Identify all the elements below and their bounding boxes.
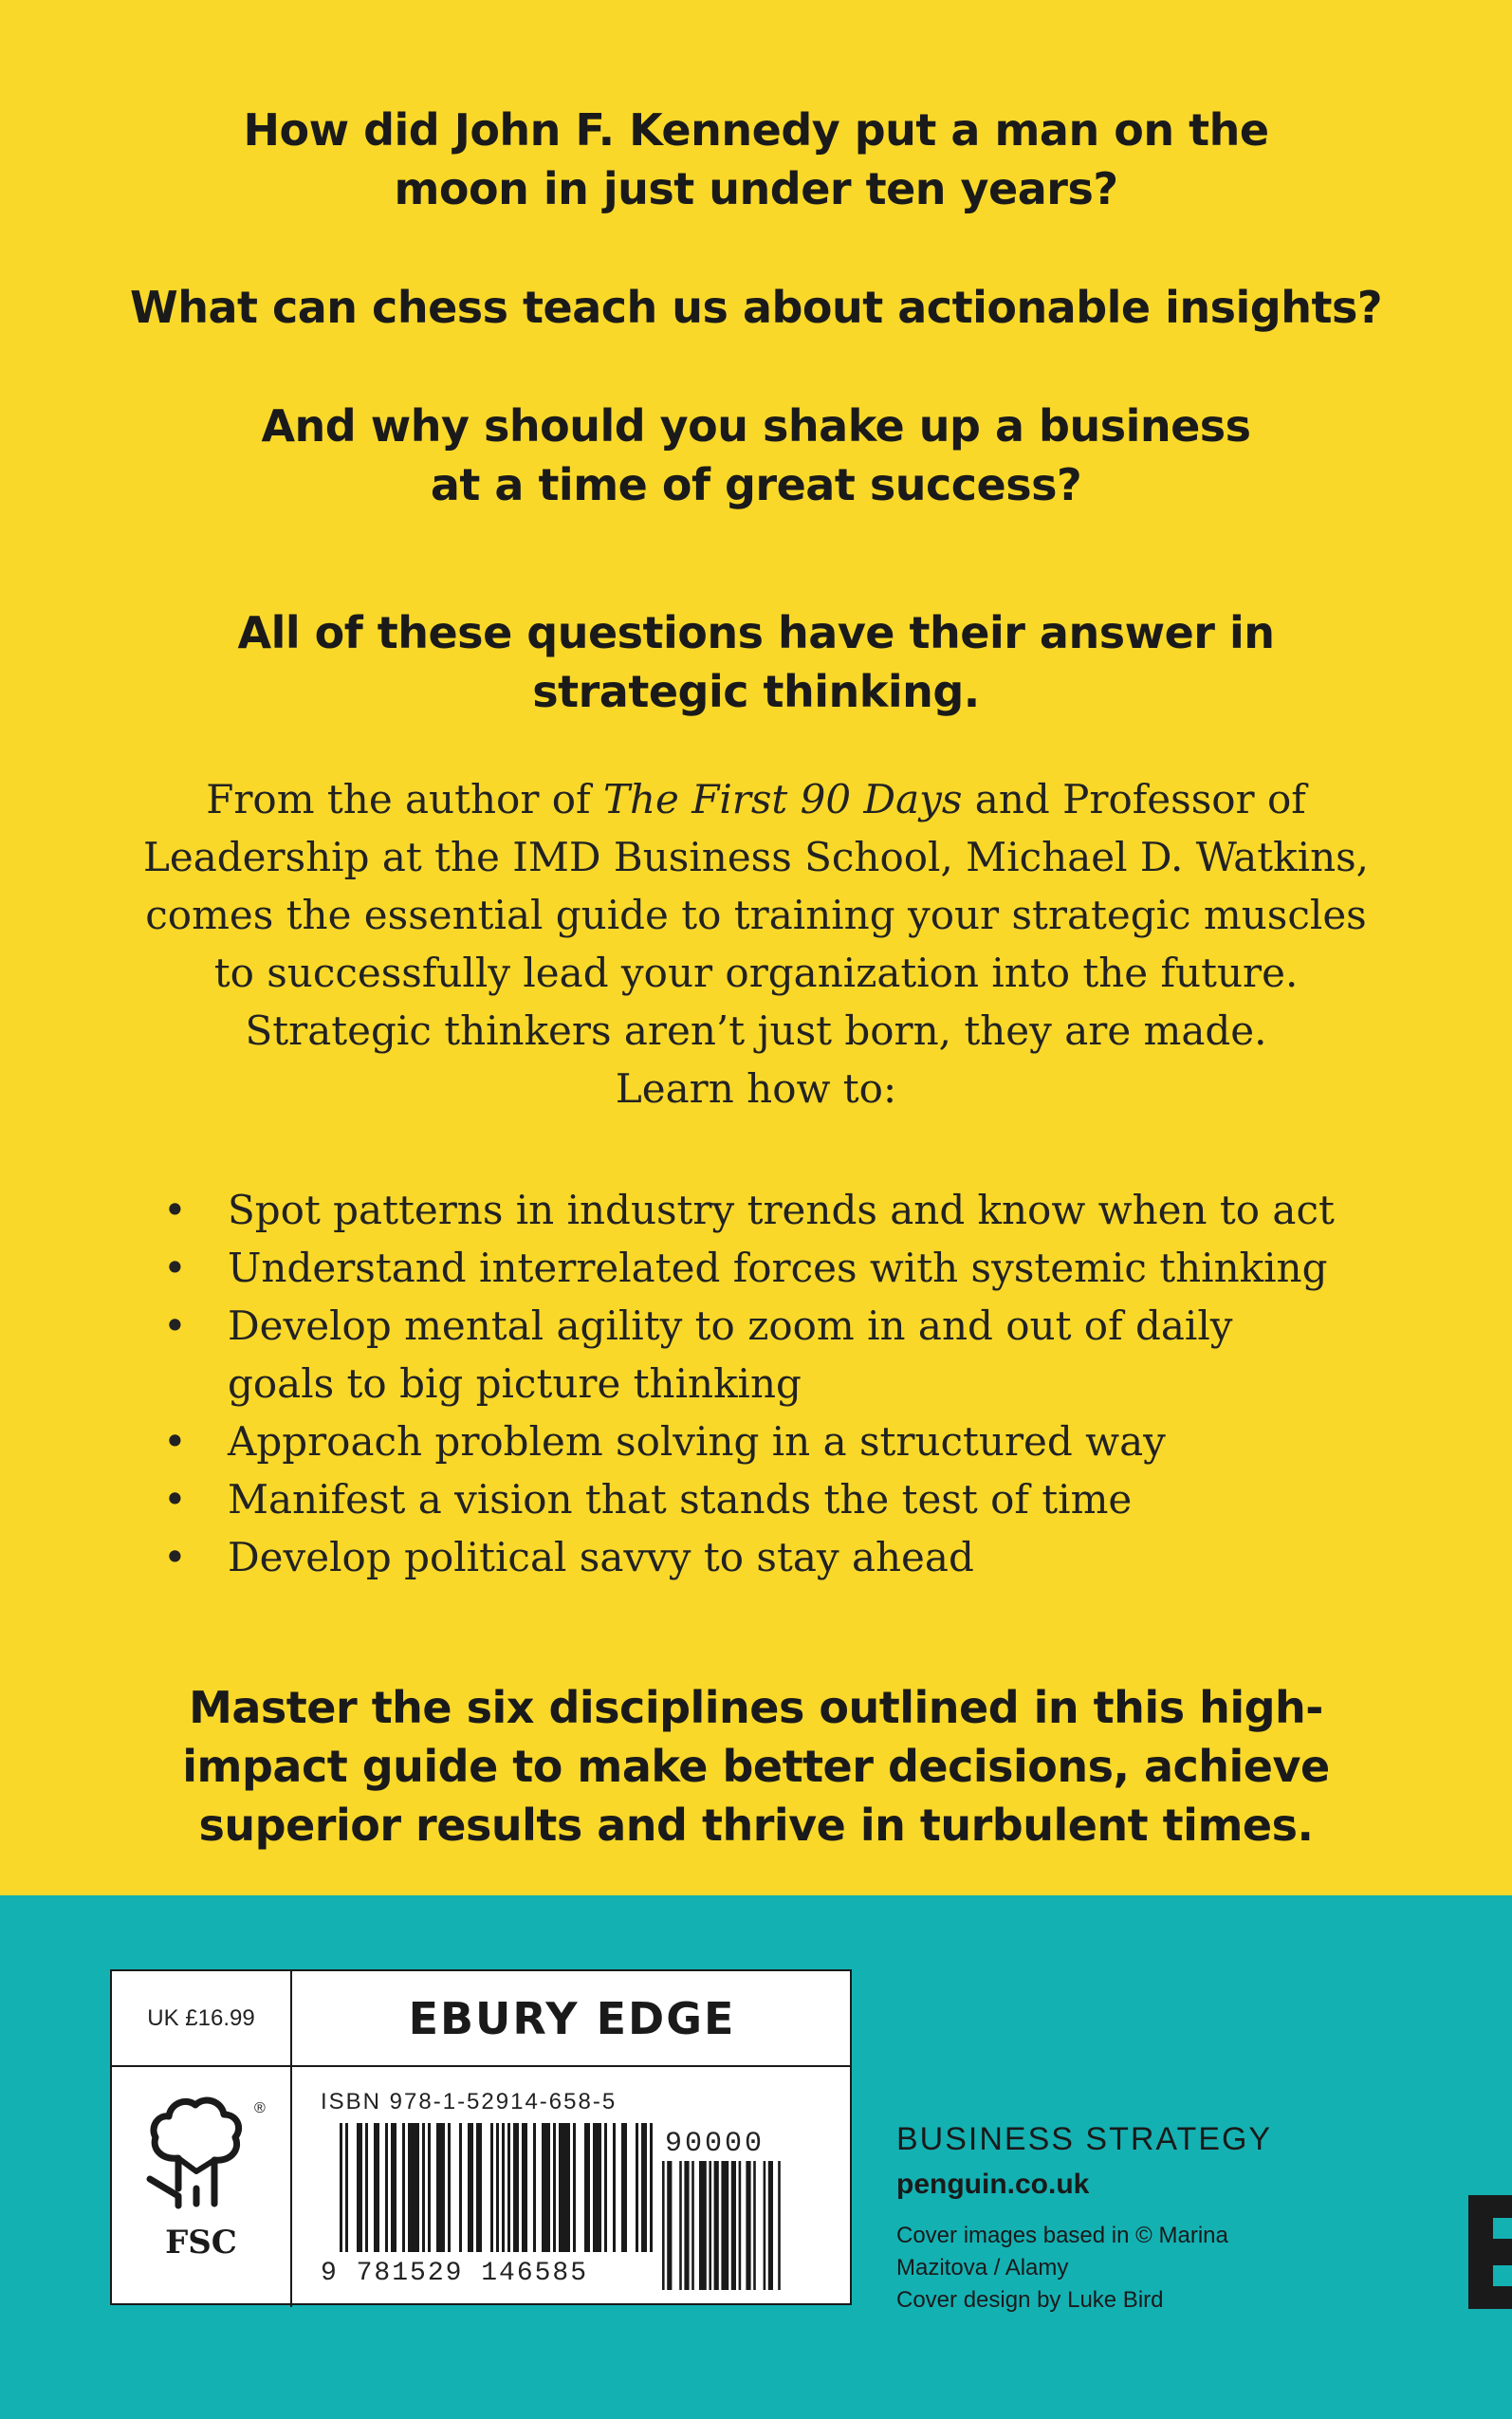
barcode [340,2123,653,2252]
fsc-label: FSC [165,2224,237,2262]
list-item: • Manifest a vision that stands the test of time [152,1470,1335,1528]
barcode-number: 9 781529 146585 [321,2259,589,2288]
barcode-bar [768,2161,773,2290]
headline-line: moon in just under ten years? [394,163,1118,214]
registered-mark: ® [254,2100,266,2116]
description-paragraph [0,770,1512,1117]
headline-line: What can chess teach us about actionable insights? [129,282,1383,333]
list-item: • Spot patterns in industry trends and know when to act [152,1181,1335,1239]
book-title: The First 90 Days [602,776,963,822]
barcode-bar [533,2123,536,2252]
barcode-bar [513,2123,519,2252]
barcode-bar [778,2161,781,2290]
barcode-bar [691,2161,694,2290]
fsc-tree-icon [112,2084,290,2226]
category-label: BUSINESS STRATEGY [896,2121,1273,2157]
headline-line: All of these questions have their answer in [237,607,1275,658]
closing-statement [0,1678,1512,1855]
credit-line: Mazitova / Alamy [896,2255,1069,2281]
isbn-label: ISBN 978-1-52914-658-5 [321,2089,618,2114]
publisher-logo: EBURY EDGE [408,1992,736,2044]
question-chess [0,278,1512,337]
barcode-bar [641,2123,647,2252]
headline-line: at a time of great success? [430,459,1082,510]
list-item: • Understand interrelated forces with systemic thinking [152,1239,1335,1297]
barcode-bar [662,2161,665,2290]
barcode-bar [345,2123,348,2252]
barcode-bar [490,2123,493,2252]
barcode-bar [374,2123,379,2252]
addon-barcode [662,2161,795,2290]
benefits-list [152,1181,1335,1586]
barcode-bar [385,2123,388,2252]
barcode-bar [604,2123,607,2252]
description-line: comes the essential guide to training your strategic muscles [145,892,1367,938]
credit-line: Cover design by Luke Bird [896,2287,1164,2313]
barcode-bar [522,2123,527,2252]
barcode-bar [684,2161,689,2290]
barcode-bar [709,2161,711,2290]
description-line: Strategic thinkers aren’t just born, they are made. [245,1007,1267,1054]
list-item: • Develop political savvy to stay ahead [152,1528,1335,1586]
barcode-bar [613,2123,616,2252]
question-business [0,397,1512,514]
headline-line: strategic thinking. [532,666,980,717]
barcode-bar [402,2123,405,2252]
barcode-bar [699,2161,707,2290]
barcode-bar [621,2123,627,2252]
barcode-bar [679,2161,682,2290]
barcode-bar [542,2123,550,2252]
barcode-bar [507,2123,510,2252]
barcode-bar [468,2123,473,2252]
barcode-bar [746,2161,750,2290]
headline-line: And why should you shake up a business [261,400,1251,452]
barcode-bar [391,2123,396,2252]
barcode-bar [357,2123,362,2252]
cover-credits [896,2220,1228,2317]
credit-line: Cover images based in © Marina [896,2223,1228,2248]
barcode-bar [422,2123,425,2252]
description-line: Leadership at the IMD Business School, Michael D. Watkins, [142,834,1370,880]
barcode-bar [459,2123,462,2252]
bullet-icon: • [163,1302,187,1349]
barcode-bar [584,2123,590,2252]
closing-line: Master the six disciplines outlined in this high- [189,1682,1323,1733]
barcode-bar [502,2123,505,2252]
description-line: to successfully lead your organization into the future. [213,950,1299,996]
headline-line: How did John F. Kennedy put a man on the [243,104,1269,156]
bullet-icon: • [163,1187,187,1233]
description-line: From the author of The First 90 Days and Professor of [206,776,1306,822]
barcode-bar [428,2123,431,2252]
addon-digits: 90000 [665,2128,765,2160]
barcode-bar [365,2123,368,2252]
closing-line: impact guide to make better decisions, achieve [182,1741,1330,1792]
answer-heading [0,603,1512,721]
barcode-bar [553,2123,556,2252]
bullet-icon: • [163,1418,187,1465]
barcode-bar [636,2123,638,2252]
barcode-bar [496,2123,499,2252]
bullet-icon: • [163,1476,187,1523]
barcode-bar [436,2123,445,2252]
barcode-bar [650,2123,653,2252]
barcode-bar [721,2161,728,2290]
ebury-e-logo-icon [1468,2195,1512,2309]
closing-line: superior results and thrive in turbulent times. [198,1800,1314,1851]
barcode-bar [476,2123,482,2252]
barcode-bar [408,2123,419,2252]
barcode-bar [753,2161,756,2290]
barcode-bar [573,2123,576,2252]
barcode-bar [764,2161,766,2290]
question-kennedy [0,101,1512,218]
list-item: • Develop mental agility to zoom in and out of daily goals to big picture thinking [152,1297,1335,1413]
barcode-bar [448,2123,451,2252]
fsc-logo [112,2067,290,2305]
bullet-icon: • [163,1534,187,1580]
barcode-bar [593,2123,601,2252]
barcode-panel [110,1969,852,2305]
barcode-bar [667,2161,672,2290]
barcode-bar [731,2161,736,2290]
price-label: UK £16.99 [147,2004,255,2031]
barcode-bar [739,2161,742,2290]
description-line: Learn how to: [615,1065,897,1112]
bullet-icon: • [163,1245,187,1291]
barcode-bar [714,2161,719,2290]
barcode-bar [559,2123,570,2252]
barcode-bar [340,2123,342,2252]
website-link[interactable]: penguin.co.uk [896,2169,1090,2200]
list-item: • Approach problem solving in a structured way [152,1413,1335,1470]
